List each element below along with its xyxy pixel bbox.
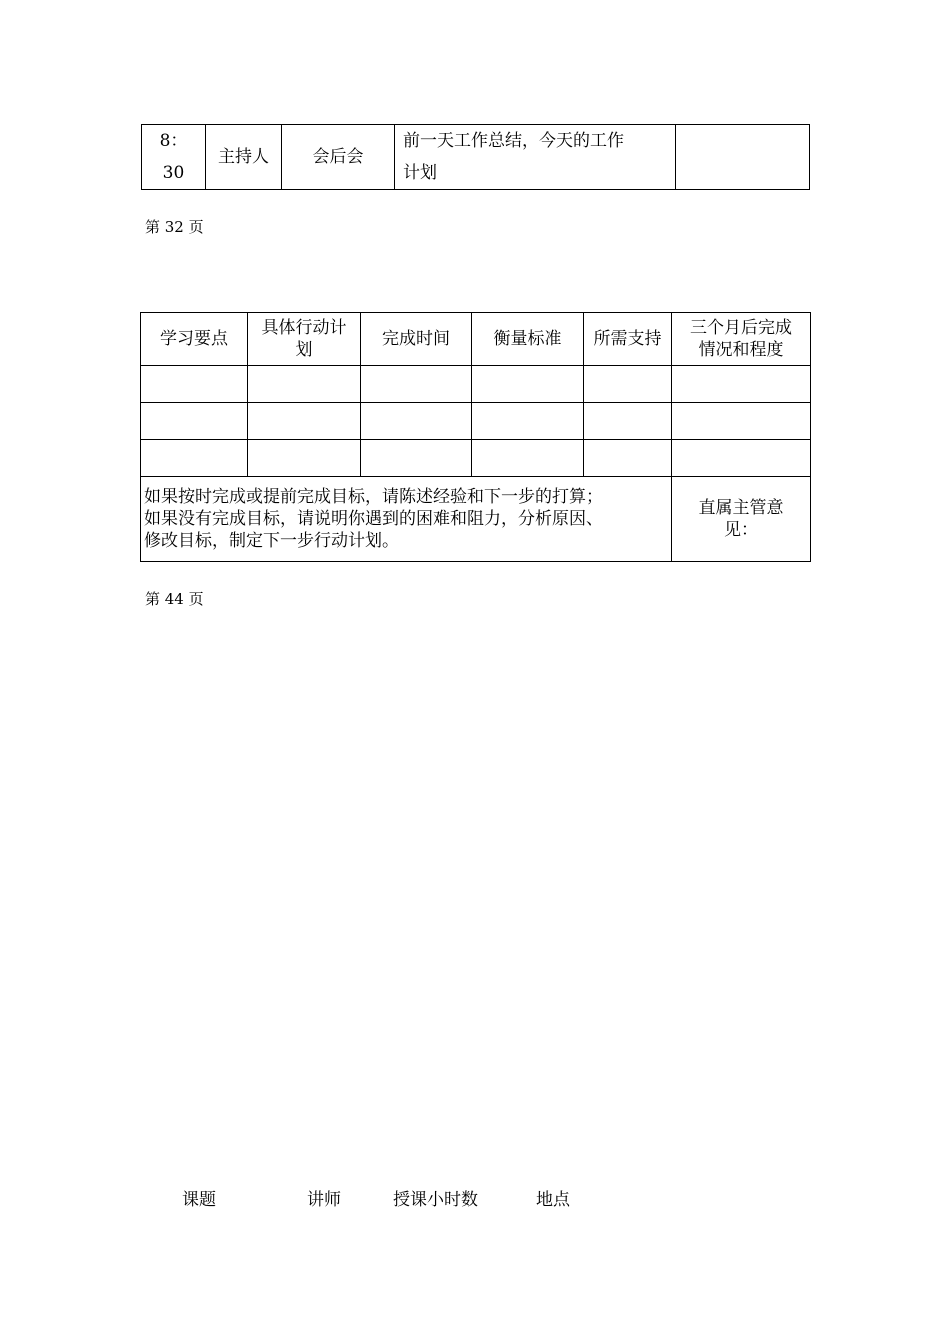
plan-cell[interactable] (361, 366, 472, 403)
meeting-content-line1: 前一天工作总结，今天的工作 (403, 131, 624, 151)
header-learning-points: 学习要点 (141, 313, 248, 366)
course-header-row (0, 1185, 950, 1209)
supervisor-opinion-line1: 直属主管意 (698, 498, 784, 518)
instruction-line-2: 如果没有完成目标，请说明你遇到的困难和阻力，分析原因、 (144, 509, 603, 529)
plan-header-row (141, 313, 811, 366)
learning-plan-table (140, 312, 811, 562)
header-measurement: 衡量标准 (472, 313, 584, 366)
plan-row (141, 440, 811, 477)
plan-cell[interactable] (361, 440, 472, 477)
plan-cell[interactable] (141, 440, 248, 477)
plan-row (141, 403, 811, 440)
plan-cell[interactable] (248, 440, 361, 477)
header-three-month-result (672, 313, 811, 366)
plan-cell[interactable] (472, 403, 584, 440)
plan-cell[interactable] (472, 440, 584, 477)
meeting-content-cell (395, 125, 676, 190)
instruction-line-1: 如果按时完成或提前完成目标，请陈述经验和下一步的打算； (144, 487, 603, 507)
plan-cell[interactable] (584, 440, 672, 477)
header-result-line1: 三个月后完成 (690, 318, 792, 338)
header-action-plan-line2: 划 (295, 340, 313, 360)
plan-cell[interactable] (141, 403, 248, 440)
page-number-note: 第 32 页 (145, 218, 204, 236)
plan-cell[interactable] (141, 366, 248, 403)
instruction-line-3: 修改目标，制定下一步行动计划。 (144, 531, 399, 551)
meeting-content-line2: 计划 (403, 163, 437, 183)
plan-cell[interactable] (672, 366, 811, 403)
plan-row (141, 366, 811, 403)
plan-cell[interactable] (584, 403, 672, 440)
course-hours-label: 授课小时数 (393, 1190, 478, 1210)
meeting-time-hour: 8： (159, 131, 188, 151)
meeting-schedule-table (141, 124, 810, 190)
header-action-plan (248, 313, 361, 366)
course-location-label: 地点 (536, 1190, 570, 1210)
meeting-time-cell (142, 125, 206, 190)
plan-footer-row (141, 477, 811, 562)
plan-cell[interactable] (472, 366, 584, 403)
supervisor-opinion-line2: 见： (724, 520, 758, 540)
meeting-role-cell: 主持人 (206, 125, 282, 190)
meeting-type-cell: 会后会 (282, 125, 395, 190)
plan-cell[interactable] (672, 403, 811, 440)
instruction-text-cell (141, 477, 672, 562)
plan-cell[interactable] (672, 440, 811, 477)
header-completion-time: 完成时间 (361, 313, 472, 366)
course-topic-label: 课题 (182, 1190, 216, 1210)
meeting-time-minute: 30 (162, 163, 185, 183)
header-result-line2: 情况和程度 (698, 340, 784, 360)
supervisor-opinion-cell[interactable] (672, 477, 811, 562)
course-lecturer-label: 讲师 (307, 1190, 341, 1210)
page-number-note: 第 44 页 (145, 590, 204, 608)
plan-cell[interactable] (584, 366, 672, 403)
plan-cell[interactable] (248, 366, 361, 403)
header-support-needed: 所需支持 (584, 313, 672, 366)
meeting-remark-cell (676, 125, 810, 190)
meeting-row (142, 125, 810, 190)
plan-cell[interactable] (361, 403, 472, 440)
header-action-plan-line1: 具体行动计 (261, 318, 347, 338)
plan-cell[interactable] (248, 403, 361, 440)
